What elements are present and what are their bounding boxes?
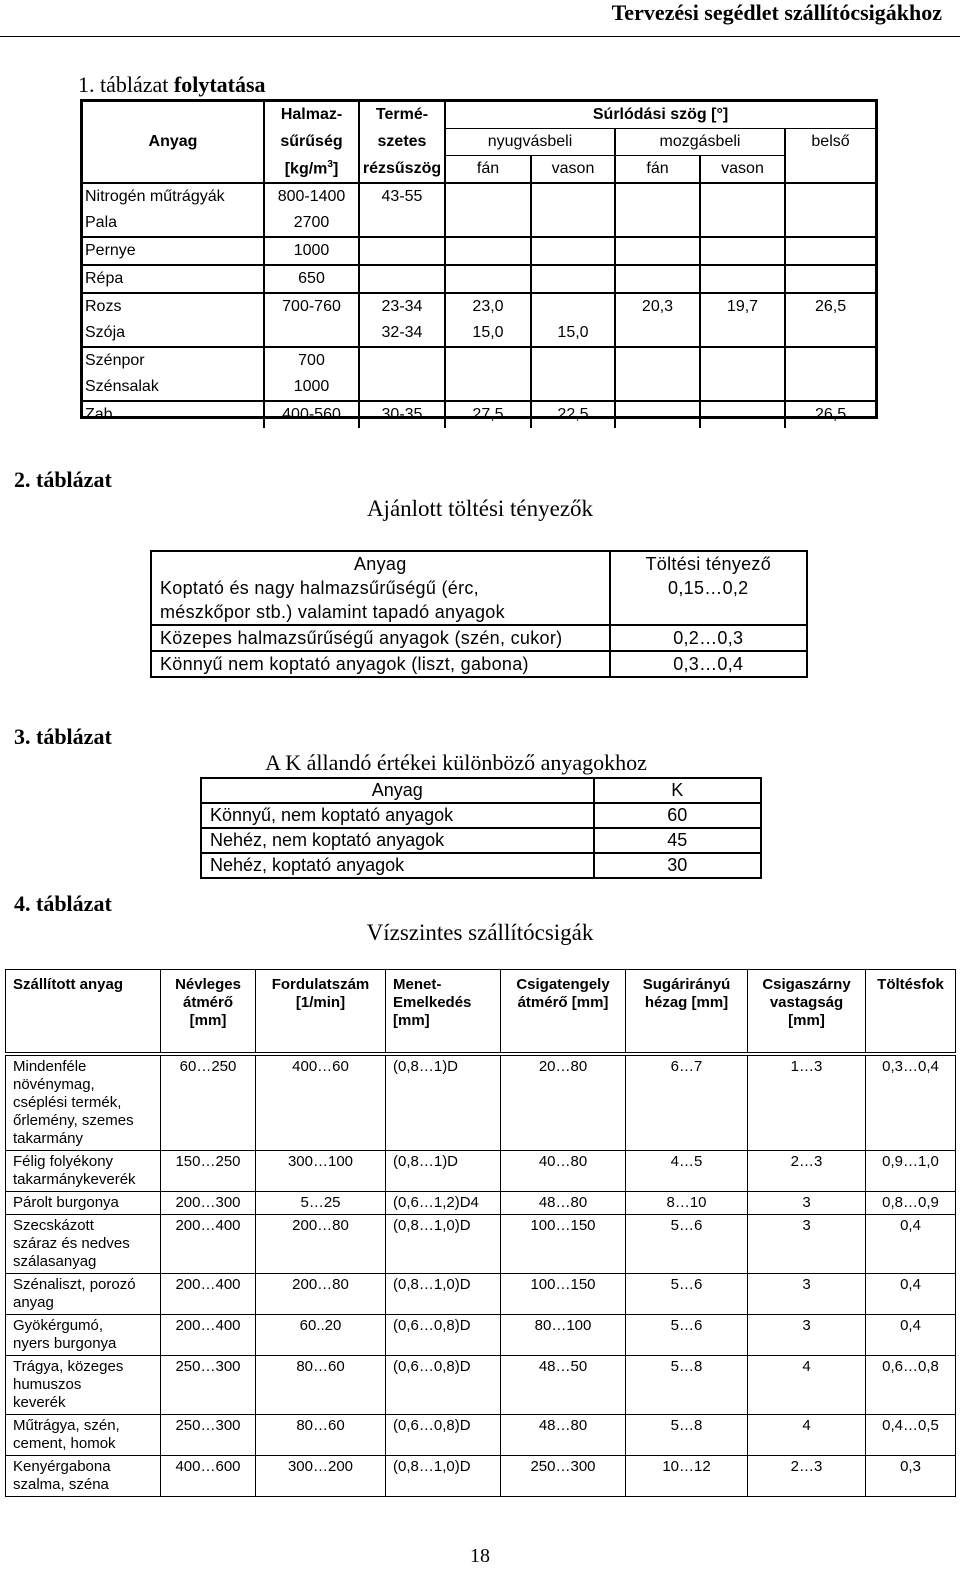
page-number: 18: [470, 1545, 490, 1567]
table-row: Könnyű nem koptató anyagok (liszt, gabona) 0,3…0,4: [151, 651, 807, 677]
t4-head-toltes: Töltésfok: [866, 970, 956, 1053]
table-row: Szénsalak 1000: [83, 374, 875, 401]
cell-hezag: 6…7: [626, 1056, 748, 1151]
cell-emelkedes: (0,6…1,2)D4: [386, 1192, 501, 1215]
cell-emelkedes: (0,6…0,8)D: [386, 1415, 501, 1456]
cell-szarny: 2…3: [748, 1151, 866, 1192]
cell-anyag: Szénaliszt, porozó anyag: [6, 1274, 161, 1315]
table4-body: [6, 1056, 956, 1497]
cell-emelkedes: (0,6…0,8)D: [386, 1356, 501, 1415]
table-row: [6, 1315, 956, 1356]
table-row: Répa 650: [83, 265, 875, 293]
table3: [200, 777, 762, 879]
table1: [80, 99, 878, 423]
cell-szarny: 4: [748, 1415, 866, 1456]
cell-toltes: 0,6…0,8: [866, 1356, 956, 1415]
cell-tengely: 20…80: [501, 1056, 626, 1151]
table-row: [6, 1274, 956, 1315]
cell-fordulat: 60..20: [256, 1315, 386, 1356]
cell-anyag: Kenyérgabona szalma, széna: [6, 1456, 161, 1497]
table-row: Könnyű, nem koptató anyagok 60: [201, 803, 761, 828]
cell-fordulat: 200…80: [256, 1215, 386, 1274]
cell-atmero: 250…300: [161, 1415, 256, 1456]
cell-hezag: 4…5: [626, 1151, 748, 1192]
cell-tengely: 250…300: [501, 1456, 626, 1497]
table4-title: Vízszintes szállítócsigák: [366, 920, 594, 945]
table4-label: 4. táblázat: [14, 891, 112, 916]
cell-anyag: Műtrágya, szén, cement, homok: [6, 1415, 161, 1456]
cell-atmero: 250…300: [161, 1356, 256, 1415]
cell-tengely: 40…80: [501, 1151, 626, 1192]
cell-hezag: 5…6: [626, 1215, 748, 1274]
cell-toltes: 0,4: [866, 1315, 956, 1356]
t2-head-anyag: Anyag: [151, 551, 610, 576]
cell-szarny: 3: [748, 1192, 866, 1215]
cell-fordulat: 400…60: [256, 1056, 386, 1151]
cell-toltes: 0,4: [866, 1215, 956, 1274]
cell-hezag: 5…8: [626, 1356, 748, 1415]
cell-tengely: 48…80: [501, 1415, 626, 1456]
t4-head-emelkedes: Menet- Emelkedés [mm]: [386, 970, 501, 1053]
t1-head-mozgasbeli: mozgásbeli: [615, 129, 785, 156]
cell-szarny: 3: [748, 1274, 866, 1315]
table1-caption-prefix: 1. táblázat: [78, 72, 169, 97]
cell-tengely: 80…100: [501, 1315, 626, 1356]
cell-anyag: Mindenféle növénymag, cséplési termék, őrlemény, szemes takarmány: [6, 1056, 161, 1151]
cell-szarny: 1…3: [748, 1056, 866, 1151]
cell-szarny: 3: [748, 1315, 866, 1356]
t1-head-anyag: Anyag: [148, 133, 198, 150]
table-row: [6, 1192, 956, 1215]
t1-head-terme-3: rézsűszög: [359, 156, 445, 184]
cell-szarny: 4: [748, 1356, 866, 1415]
t1-head-halmaz-2: sűrűség: [264, 129, 359, 156]
cell-hezag: 5…6: [626, 1315, 748, 1356]
table2: [150, 550, 808, 678]
table-row: [6, 1151, 956, 1192]
cell-atmero: 200…400: [161, 1274, 256, 1315]
table-row: Nitrogén műtrágyák 800-1400 43-55: [83, 183, 875, 210]
cell-atmero: 200…300: [161, 1192, 256, 1215]
cell-tengely: 48…80: [501, 1192, 626, 1215]
cell-hezag: 5…6: [626, 1274, 748, 1315]
table-row: Koptató és nagy halmazsűrűségű (érc, mészkőpor stb.) valamint tapadó anyagok 0,15…0,2: [151, 576, 807, 625]
cell-atmero: 200…400: [161, 1315, 256, 1356]
table3-label: 3. táblázat: [14, 724, 112, 749]
t4-head-szarny: Csigaszárny vastagság [mm]: [748, 970, 866, 1053]
t2-head-tenyezo: Töltési tényező: [610, 551, 807, 576]
cell-toltes: 0,8…0,9: [866, 1192, 956, 1215]
t1-head-ny-fan: fán: [445, 156, 531, 184]
cell-atmero: 200…400: [161, 1215, 256, 1274]
cell-fordulat: 80…60: [256, 1415, 386, 1456]
table-row: Szénpor 700: [83, 347, 875, 374]
t3-head-anyag: Anyag: [201, 778, 594, 803]
t1-head-surlodasi: Súrlódási szög [°]: [445, 102, 875, 129]
t1-head-ny-vason: vason: [531, 156, 615, 184]
t1-head-terme-2: szetes: [359, 129, 445, 156]
t4-head-hezag: Sugárirányú hézag [mm]: [626, 970, 748, 1053]
document-title: Tervezési segédlet szállítócsigákhoz: [611, 0, 942, 25]
cell-toltes: 0,3: [866, 1456, 956, 1497]
t1-head-halmaz-1: Halmaz-: [264, 102, 359, 129]
cell-atmero: 400…600: [161, 1456, 256, 1497]
table-row: Nehéz, nem koptató anyagok 45: [201, 828, 761, 853]
cell-toltes: 0,9…1,0: [866, 1151, 956, 1192]
table4: [5, 969, 956, 1497]
t1-head-nyugvasbeli: nyugvásbeli: [445, 129, 615, 156]
t4-head-atmero: Névleges átmérő [mm]: [161, 970, 256, 1053]
cell-anyag: Szecskázott száraz és nedves szálasanyag: [6, 1215, 161, 1274]
cell-fordulat: 5…25: [256, 1192, 386, 1215]
t4-head-anyag: Szállított anyag: [6, 970, 161, 1053]
table4-header-row: [6, 970, 956, 1053]
table2-label: 2. táblázat: [14, 467, 112, 492]
table-row: [6, 1056, 956, 1151]
cell-hezag: 8…10: [626, 1192, 748, 1215]
cell-tengely: 48…50: [501, 1356, 626, 1415]
cell-emelkedes: (0,8…1)D: [386, 1151, 501, 1192]
table2-title: Ajánlott töltési tényezők: [366, 496, 594, 521]
t1-head-m-fan: fán: [615, 156, 700, 184]
table-row: Nehéz, koptató anyagok 30: [201, 853, 761, 878]
table-row: Zab 400-560 30-35 27,5 22,5 26,5: [83, 401, 875, 428]
cell-hezag: 5…8: [626, 1415, 748, 1456]
table-row: Szója 32-34 15,0 15,0: [83, 320, 875, 347]
table-row: Közepes halmazsűrűségű anyagok (szén, cukor) 0,2…0,3: [151, 625, 807, 651]
table1-caption: [78, 72, 266, 98]
table-row: Rozs 700-760 23-34 23,0 20,3 19,7 26,5: [83, 293, 875, 320]
table-row: [6, 1356, 956, 1415]
t1-head-belso: belső: [785, 129, 875, 156]
cell-anyag: Gyökérgumó, nyers burgonya: [6, 1315, 161, 1356]
cell-atmero: 150…250: [161, 1151, 256, 1192]
cell-tengely: 100…150: [501, 1215, 626, 1274]
cell-toltes: 0,4…0,5: [866, 1415, 956, 1456]
cell-anyag: Trágya, közeges humuszos keverék: [6, 1356, 161, 1415]
table3-title: A K állandó értékei különböző anyagokhoz: [265, 750, 647, 775]
cell-fordulat: 300…200: [256, 1456, 386, 1497]
cell-emelkedes: (0,8…1,0)D: [386, 1456, 501, 1497]
cell-emelkedes: (0,6…0,8)D: [386, 1315, 501, 1356]
cell-szarny: 3: [748, 1215, 866, 1274]
cell-atmero: 60…250: [161, 1056, 256, 1151]
table-row: [6, 1415, 956, 1456]
table-row: Pala 2700: [83, 210, 875, 237]
cell-toltes: 0,4: [866, 1274, 956, 1315]
cell-szarny: 2…3: [748, 1456, 866, 1497]
cell-toltes: 0,3…0,4: [866, 1056, 956, 1151]
cell-tengely: 100…150: [501, 1274, 626, 1315]
t1-head-terme-1: Termé-: [359, 102, 445, 129]
t4-head-fordulat: Fordulatszám [1/min]: [256, 970, 386, 1053]
cell-anyag: Párolt burgonya: [6, 1192, 161, 1215]
table1-caption-suffix: folytatása: [173, 72, 266, 97]
cell-fordulat: 300…100: [256, 1151, 386, 1192]
table-row: [6, 1456, 956, 1497]
t4-head-tengely: Csigatengely átmérő [mm]: [501, 970, 626, 1053]
cell-emelkedes: (0,8…1,0)D: [386, 1274, 501, 1315]
table-row: Pernye 1000: [83, 237, 875, 265]
cell-hezag: 10…12: [626, 1456, 748, 1497]
t1-head-m-vason: vason: [700, 156, 785, 184]
t1-head-unit: $[kg/m^3]$: [264, 156, 359, 184]
table-row: [6, 1215, 956, 1274]
cell-fordulat: 200…80: [256, 1274, 386, 1315]
running-header: [0, 0, 960, 37]
t3-head-k: K: [594, 778, 761, 803]
cell-emelkedes: (0,8…1)D: [386, 1056, 501, 1151]
cell-emelkedes: (0,8…1,0)D: [386, 1215, 501, 1274]
cell-fordulat: 80…60: [256, 1356, 386, 1415]
cell-anyag: Félig folyékony takarmánykeverék: [6, 1151, 161, 1192]
